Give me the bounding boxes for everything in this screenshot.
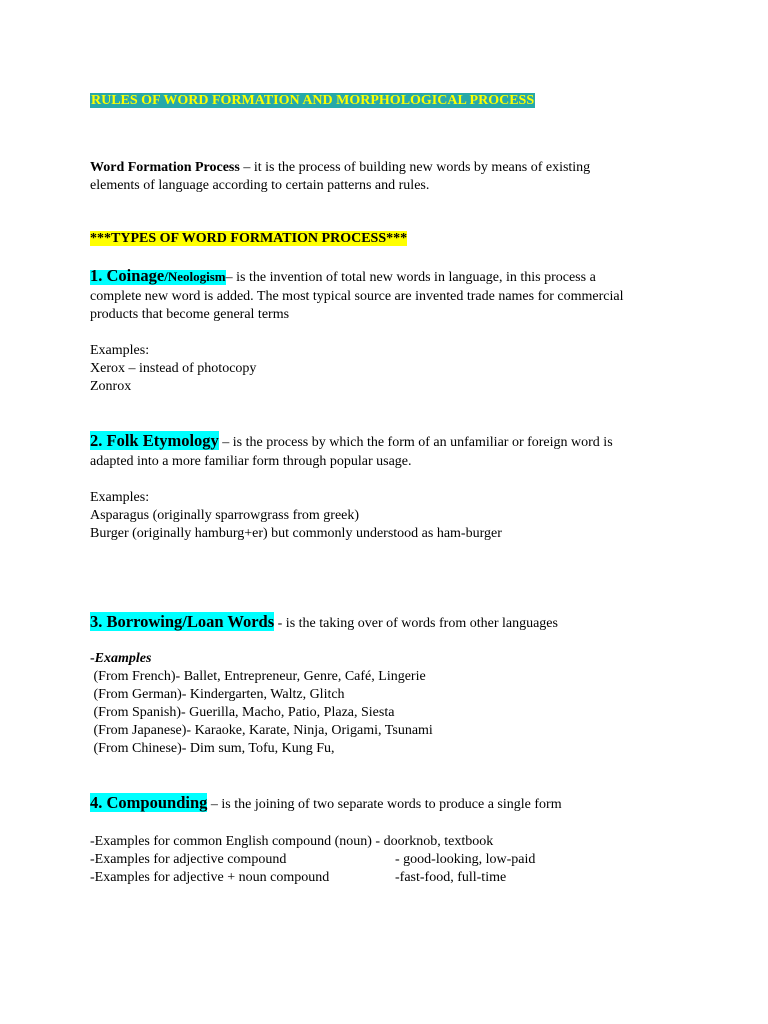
folk-etymology-term: 2. Folk Etymology bbox=[90, 431, 219, 450]
definition-line-1: – it is the process of building new words by means of existing bbox=[239, 160, 591, 175]
compound-example-value: -fast-food, full-time bbox=[395, 870, 507, 885]
borrowing-example: (From German)- Kindergarten, Waltz, Glitch bbox=[90, 687, 345, 702]
coinage-line-3: products that become general terms bbox=[90, 307, 290, 322]
compound-example-row bbox=[90, 869, 700, 887]
borrowing-examples-label: Examples bbox=[94, 651, 152, 666]
section-folk-etymology bbox=[90, 431, 700, 543]
borrowing-example: (From Japanese)- Karaoke, Karate, Ninja, Origami, Tsunami bbox=[90, 723, 433, 738]
borrowing-term: 3. Borrowing/Loan Words bbox=[90, 612, 275, 631]
section-compounding bbox=[90, 793, 700, 887]
compound-example-label: -Examples for adjective compound bbox=[90, 852, 287, 867]
folk-etymology-examples-label: Examples: bbox=[90, 490, 150, 505]
compound-example-row bbox=[90, 851, 700, 869]
folk-etymology-line-1: – is the process by which the form of an unfamiliar or foreign word is bbox=[218, 435, 613, 450]
borrowing-example: (From Spanish)- Guerilla, Macho, Patio, Plaza, Siesta bbox=[90, 705, 395, 720]
folk-etymology-example: Burger (originally hamburg+er) but commonly understood as ham-burger bbox=[90, 526, 502, 541]
borrowing-examples-dash: - bbox=[90, 651, 95, 666]
compound-example-label: -Examples for common English compound (noun) bbox=[90, 834, 372, 849]
coinage-line-2: complete new word is added. The most typical source are invented trade names for commercial bbox=[90, 289, 624, 304]
coinage-example: Zonrox bbox=[90, 379, 132, 394]
folk-etymology-example: Asparagus (originally sparrowgrass from greek) bbox=[90, 508, 360, 523]
section-borrowing bbox=[90, 612, 700, 758]
types-heading: ***TYPES OF WORD FORMATION PROCESS*** bbox=[90, 231, 408, 246]
definition-paragraph bbox=[90, 159, 700, 195]
folk-etymology-line-2: adapted into a more familiar form through popular usage. bbox=[90, 454, 412, 469]
borrowing-example: (From Chinese)- Dim sum, Tofu, Kung Fu, bbox=[90, 741, 335, 756]
section-coinage bbox=[90, 266, 700, 396]
coinage-term: 1. Coinage bbox=[90, 266, 165, 285]
compound-example-value: - good-looking, low-paid bbox=[395, 852, 536, 867]
types-heading-block bbox=[90, 230, 700, 248]
coinage-subterm: /Neologism bbox=[164, 269, 226, 284]
borrowing-example: (From French)- Ballet, Entrepreneur, Genre, Café, Lingerie bbox=[90, 669, 426, 684]
compound-example-value: - doorknob, textbook bbox=[371, 834, 494, 849]
coinage-line-1: – is the invention of total new words in language, in this process a bbox=[225, 270, 596, 285]
compounding-term: 4. Compounding bbox=[90, 793, 208, 812]
coinage-example: Xerox – instead of photocopy bbox=[90, 361, 257, 376]
compounding-line-1: – is the joining of two separate words to produce a single form bbox=[207, 797, 562, 812]
definition-term: Word Formation Process bbox=[90, 160, 240, 175]
document-title-block bbox=[90, 92, 700, 110]
definition-line-2: elements of language according to certain patterns and rules. bbox=[90, 178, 430, 193]
compound-example-label: -Examples for adjective + noun compound bbox=[90, 870, 330, 885]
document-title: RULES OF WORD FORMATION AND MORPHOLOGICAL PROCESS bbox=[91, 93, 535, 108]
compound-example-row bbox=[90, 833, 700, 851]
borrowing-line-1: - is the taking over of words from other languages bbox=[274, 616, 558, 631]
coinage-examples-label: Examples: bbox=[90, 343, 150, 358]
